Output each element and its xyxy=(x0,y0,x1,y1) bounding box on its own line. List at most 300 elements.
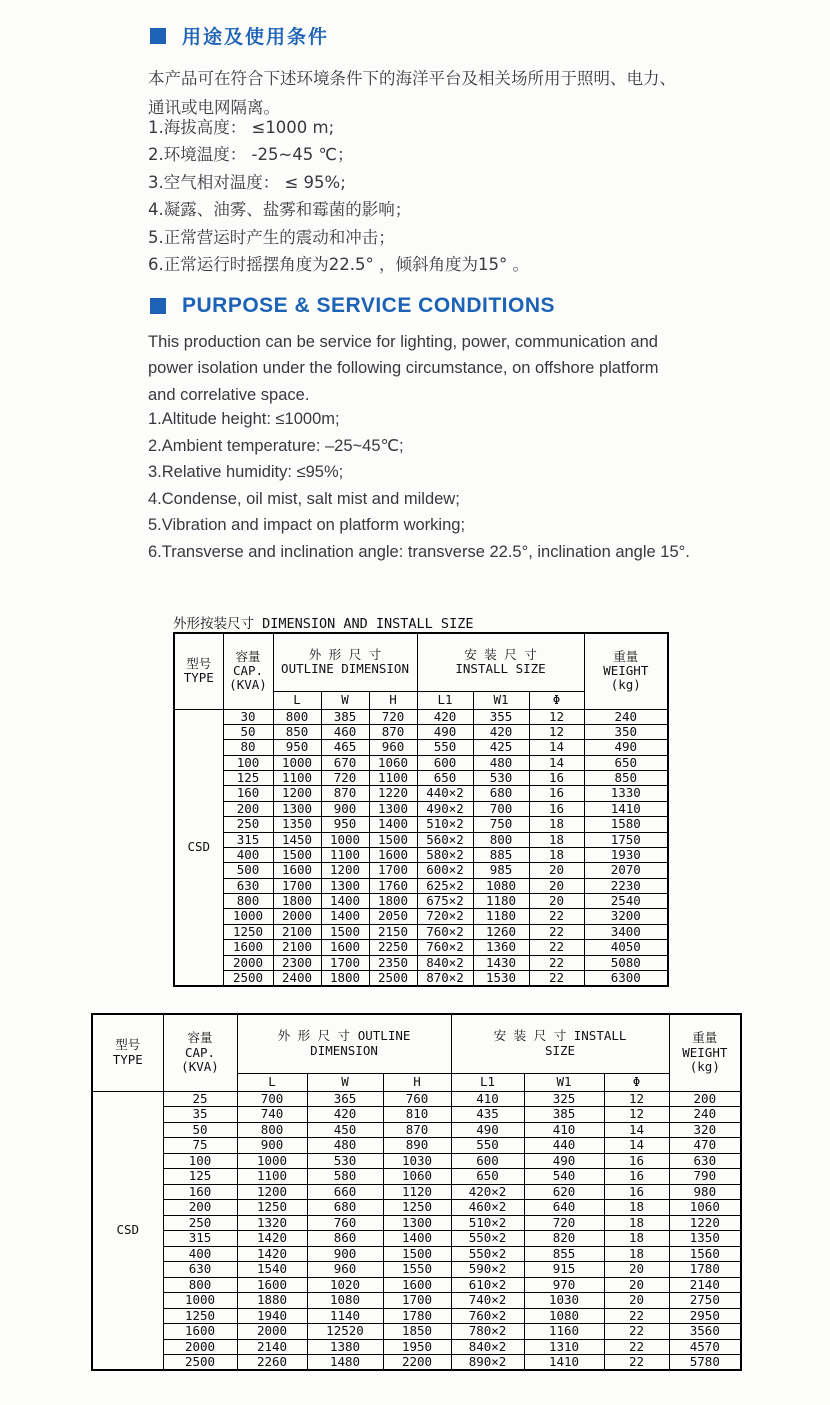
col-header-type xyxy=(174,633,223,709)
header-line: 容量 xyxy=(187,1030,213,1046)
cell: 2140 xyxy=(669,1277,741,1293)
table-row xyxy=(92,1293,741,1309)
table-row xyxy=(174,909,668,924)
cell: 315 xyxy=(223,832,273,847)
header-cn: 外 形 尺 寸 xyxy=(277,1028,351,1044)
cell: 1080 xyxy=(524,1308,604,1324)
cell: 25 xyxy=(163,1091,237,1107)
table-row xyxy=(174,709,668,724)
cell: 625×2 xyxy=(417,878,473,893)
cell: 320 xyxy=(669,1122,741,1138)
cell: 1330 xyxy=(584,786,668,801)
cell: 760 xyxy=(307,1215,383,1231)
cell: 125 xyxy=(163,1169,237,1185)
sub-header-L1: L1 xyxy=(451,1073,524,1091)
cell: 650 xyxy=(451,1169,524,1185)
cell: 2100 xyxy=(273,940,321,955)
cell: 22 xyxy=(604,1339,669,1355)
cell: 1000 xyxy=(223,909,273,924)
cell: 660 xyxy=(307,1184,383,1200)
header-line: INSTALL SIZE xyxy=(455,661,546,677)
cell: 12 xyxy=(604,1091,669,1107)
cell: 2350 xyxy=(369,955,417,970)
cell: 1000 xyxy=(163,1293,237,1309)
cell: 400 xyxy=(163,1246,237,1262)
cell: 1100 xyxy=(369,771,417,786)
col-header-weight xyxy=(584,633,668,709)
cell: 760×2 xyxy=(417,924,473,939)
cell: 720 xyxy=(321,771,369,786)
cell: 1250 xyxy=(223,924,273,939)
header-line: DIMENSION xyxy=(310,1042,378,1058)
cell: 2150 xyxy=(369,924,417,939)
sub-header-L: L xyxy=(237,1073,307,1091)
cell: 1220 xyxy=(369,786,417,801)
table-row xyxy=(92,1122,741,1138)
cell: 1530 xyxy=(473,970,529,986)
dimension-table-1 xyxy=(173,632,669,987)
table-row xyxy=(92,1091,741,1107)
cell: 1080 xyxy=(307,1293,383,1309)
cell: 1300 xyxy=(321,878,369,893)
table-row xyxy=(174,970,668,986)
header-line: WEIGHT xyxy=(682,1044,728,1060)
col-header-install xyxy=(417,633,584,691)
cell: 870 xyxy=(369,724,417,739)
cell: 2050 xyxy=(369,909,417,924)
cell: 75 xyxy=(163,1138,237,1154)
cell: 740×2 xyxy=(451,1293,524,1309)
cell: 1800 xyxy=(369,894,417,909)
cell: 800 xyxy=(163,1277,237,1293)
cell: 980 xyxy=(669,1184,741,1200)
cn-section-title: 用途及使用条件 xyxy=(182,26,330,48)
cell: 16 xyxy=(529,771,584,786)
cell: 1420 xyxy=(237,1231,307,1247)
cell: 1600 xyxy=(383,1277,451,1293)
table-row xyxy=(92,1277,741,1293)
cell: 1180 xyxy=(473,909,529,924)
cell: 530 xyxy=(473,771,529,786)
cell: 1560 xyxy=(669,1246,741,1262)
table-row xyxy=(174,894,668,909)
cell: 1400 xyxy=(321,894,369,909)
table-row xyxy=(174,924,668,939)
cell: 1260 xyxy=(473,924,529,939)
cell: 2750 xyxy=(669,1293,741,1309)
cell: 1600 xyxy=(223,940,273,955)
cell: 1310 xyxy=(524,1339,604,1355)
cell: 410 xyxy=(524,1122,604,1138)
header-line: 安 装 尺 寸 xyxy=(464,646,537,662)
cell: 1940 xyxy=(237,1308,307,1324)
cell: 1350 xyxy=(273,817,321,832)
cell: 530 xyxy=(307,1153,383,1169)
cell: 1000 xyxy=(273,755,321,770)
col-header-install xyxy=(451,1014,669,1073)
cell: 760×2 xyxy=(451,1308,524,1324)
cell: 1000 xyxy=(237,1153,307,1169)
cell: 325 xyxy=(524,1091,604,1107)
cell: 410 xyxy=(451,1091,524,1107)
cell: 350 xyxy=(584,724,668,739)
cell: 1410 xyxy=(584,801,668,816)
cell: 760 xyxy=(383,1091,451,1107)
cell: 420 xyxy=(307,1107,383,1123)
cell: 2000 xyxy=(163,1339,237,1355)
cell: 1750 xyxy=(584,832,668,847)
list-item: 6.Transverse and inclination angle: transverse 22.5°, inclination angle 15°. xyxy=(148,542,690,561)
type-value-cell: CSD xyxy=(174,709,223,986)
header-line: 型号 xyxy=(186,655,212,671)
cell: 18 xyxy=(604,1231,669,1247)
list-item: 2.环境温度： -25~45 ℃； xyxy=(148,145,354,165)
cell: 1600 xyxy=(273,863,321,878)
cell: 1700 xyxy=(383,1293,451,1309)
table-row xyxy=(92,1355,741,1371)
sub-header-W1: W1 xyxy=(524,1073,604,1091)
header-en: OUTLINE xyxy=(357,1028,411,1044)
cell: 160 xyxy=(223,786,273,801)
cell: 250 xyxy=(163,1215,237,1231)
cell: 460×2 xyxy=(451,1200,524,1216)
cell: 14 xyxy=(529,740,584,755)
cell: 50 xyxy=(163,1122,237,1138)
cell: 915 xyxy=(524,1262,604,1278)
cell: 1700 xyxy=(369,863,417,878)
cell: 3400 xyxy=(584,924,668,939)
cell: 125 xyxy=(223,771,273,786)
cell: 780×2 xyxy=(451,1324,524,1340)
cell: 200 xyxy=(669,1091,741,1107)
table-row xyxy=(92,1184,741,1200)
table-row xyxy=(92,1200,741,1216)
sub-header-phi: Φ xyxy=(604,1073,669,1091)
cell: 1600 xyxy=(163,1324,237,1340)
cell: 2230 xyxy=(584,878,668,893)
sub-header-phi: Φ xyxy=(529,691,584,709)
cell: 465 xyxy=(321,740,369,755)
cell: 480 xyxy=(307,1138,383,1154)
cell: 2070 xyxy=(584,863,668,878)
cell: 985 xyxy=(473,863,529,878)
cell: 22 xyxy=(604,1308,669,1324)
cell: 1600 xyxy=(321,940,369,955)
cell: 240 xyxy=(584,709,668,724)
header-line: 外 形 尺 寸 xyxy=(308,646,382,662)
cell: 1000 xyxy=(321,832,369,847)
table-row xyxy=(92,1246,741,1262)
cell: 18 xyxy=(604,1215,669,1231)
table-row xyxy=(92,1138,741,1154)
sub-header-W1: W1 xyxy=(473,691,529,709)
blue-square-icon xyxy=(150,298,166,314)
cell: 960 xyxy=(307,1262,383,1278)
cell: 490 xyxy=(584,740,668,755)
cell: 315 xyxy=(163,1231,237,1247)
cell: 385 xyxy=(321,709,369,724)
cell: 2500 xyxy=(223,970,273,986)
cell: 900 xyxy=(237,1138,307,1154)
cell: 800 xyxy=(473,832,529,847)
list-item: 1.Altitude height: ≤1000m; xyxy=(148,410,340,428)
cell: 5780 xyxy=(669,1355,741,1371)
cell: 610×2 xyxy=(451,1277,524,1293)
sub-header-L: L xyxy=(273,691,321,709)
cell: 16 xyxy=(604,1169,669,1185)
cell: 16 xyxy=(529,786,584,801)
cell: 560×2 xyxy=(417,832,473,847)
cell: 1400 xyxy=(369,817,417,832)
cell: 2140 xyxy=(237,1339,307,1355)
cell: 1480 xyxy=(307,1355,383,1371)
cell: 2000 xyxy=(237,1324,307,1340)
cell: 1760 xyxy=(369,878,417,893)
cell: 810 xyxy=(383,1107,451,1123)
header-line: (KVA) xyxy=(181,1058,219,1074)
cell: 1320 xyxy=(237,1215,307,1231)
cell: 1180 xyxy=(473,894,529,909)
cell: 580×2 xyxy=(417,847,473,862)
table-row xyxy=(174,771,668,786)
table-row xyxy=(92,1169,741,1185)
table-row xyxy=(92,1324,741,1340)
cell: 1100 xyxy=(237,1169,307,1185)
cell: 790 xyxy=(669,1169,741,1185)
cell: 420 xyxy=(417,709,473,724)
cell: 240 xyxy=(669,1107,741,1123)
cell: 1030 xyxy=(383,1153,451,1169)
cell: 22 xyxy=(529,909,584,924)
cell: 1080 xyxy=(473,878,529,893)
cell: 620 xyxy=(524,1184,604,1200)
cell: 2200 xyxy=(383,1355,451,1371)
table-row xyxy=(92,1153,741,1169)
cell: 14 xyxy=(604,1138,669,1154)
list-item: 5.Vibration and impact on platform working; xyxy=(148,516,466,535)
cell: 550 xyxy=(417,740,473,755)
cell: 1580 xyxy=(584,817,668,832)
cell: 1410 xyxy=(524,1355,604,1371)
table-row xyxy=(174,755,668,770)
list-item: 5.正常营运时产生的震动和冲击； xyxy=(148,227,395,247)
header-line: CAP. xyxy=(184,1044,216,1060)
cell: 1200 xyxy=(321,863,369,878)
cell: 480 xyxy=(473,755,529,770)
cell: 855 xyxy=(524,1246,604,1262)
cell: 2950 xyxy=(669,1308,741,1324)
cell: 4050 xyxy=(584,940,668,955)
table-row xyxy=(174,847,668,862)
cell: 1100 xyxy=(321,847,369,862)
cell: 2000 xyxy=(273,909,321,924)
cell: 650 xyxy=(417,771,473,786)
cell: 1600 xyxy=(237,1277,307,1293)
cell: 420 xyxy=(473,724,529,739)
cell: 640 xyxy=(524,1200,604,1216)
cell: 1500 xyxy=(273,847,321,862)
cell: 50 xyxy=(223,724,273,739)
cell: 1380 xyxy=(307,1339,383,1355)
header-en: INSTALL xyxy=(573,1028,627,1044)
header-line: 容量 xyxy=(235,648,261,664)
header-line: (KVA) xyxy=(229,677,267,693)
cell: 12 xyxy=(529,724,584,739)
cell: 12520 xyxy=(307,1324,383,1340)
cell: 1300 xyxy=(369,801,417,816)
cell: 630 xyxy=(223,878,273,893)
cell: 2500 xyxy=(369,970,417,986)
cell: 1880 xyxy=(237,1293,307,1309)
cell: 365 xyxy=(307,1091,383,1107)
cell: 2300 xyxy=(273,955,321,970)
cell: 2500 xyxy=(163,1355,237,1371)
cell: 1780 xyxy=(669,1262,741,1278)
cell: 2000 xyxy=(223,955,273,970)
cell: 1350 xyxy=(669,1231,741,1247)
cell: 900 xyxy=(307,1246,383,1262)
cell: 950 xyxy=(321,817,369,832)
cell: 600 xyxy=(417,755,473,770)
cell: 750 xyxy=(473,817,529,832)
cell: 20 xyxy=(604,1293,669,1309)
cell: 6300 xyxy=(584,970,668,986)
cell: 1800 xyxy=(273,894,321,909)
cell: 18 xyxy=(529,817,584,832)
col-header-capacity xyxy=(223,633,273,709)
cell: 420×2 xyxy=(451,1184,524,1200)
cell: 400 xyxy=(223,847,273,862)
cell: 12 xyxy=(604,1107,669,1123)
cell: 1780 xyxy=(383,1308,451,1324)
cell: 435 xyxy=(451,1107,524,1123)
header-line: TYPE xyxy=(183,670,214,686)
en-condition-list xyxy=(148,406,690,566)
cell: 2260 xyxy=(237,1355,307,1371)
cell: 160 xyxy=(163,1184,237,1200)
cell: 1300 xyxy=(383,1215,451,1231)
cell: 18 xyxy=(529,832,584,847)
table-row xyxy=(174,724,668,739)
cell: 2100 xyxy=(273,924,321,939)
sub-header-H: H xyxy=(383,1073,451,1091)
cell: 540 xyxy=(524,1169,604,1185)
cell: 1500 xyxy=(321,924,369,939)
cell: 20 xyxy=(529,863,584,878)
cell: 680 xyxy=(473,786,529,801)
cell: 1700 xyxy=(273,878,321,893)
cell: 1600 xyxy=(369,847,417,862)
cell: 1430 xyxy=(473,955,529,970)
cell: 22 xyxy=(604,1324,669,1340)
cell: 355 xyxy=(473,709,529,724)
cell: 670 xyxy=(321,755,369,770)
table-row xyxy=(92,1308,741,1324)
sub-header-W: W xyxy=(321,691,369,709)
col-header-weight xyxy=(669,1014,741,1091)
header-line: WEIGHT xyxy=(603,663,649,679)
en-section-header xyxy=(150,294,555,318)
header-line: 型号 xyxy=(115,1037,141,1053)
cell: 16 xyxy=(604,1184,669,1200)
cell: 700 xyxy=(473,801,529,816)
table-row xyxy=(92,1231,741,1247)
list-item: 6.正常运行时摇摆角度为22.5° ，倾斜角度为15° 。 xyxy=(148,255,529,275)
table-row xyxy=(92,1107,741,1123)
col-header-capacity xyxy=(163,1014,237,1091)
cell: 700 xyxy=(237,1091,307,1107)
table-row xyxy=(174,863,668,878)
cell: 1540 xyxy=(237,1262,307,1278)
list-item: 1.海拔高度： ≤1000 m; xyxy=(148,118,335,137)
cell: 1060 xyxy=(369,755,417,770)
cell: 1500 xyxy=(383,1246,451,1262)
cell: 3560 xyxy=(669,1324,741,1340)
cn-intro-line-2: 通讯或电网隔离。 xyxy=(148,98,280,117)
cell: 890 xyxy=(383,1138,451,1154)
cell: 22 xyxy=(529,940,584,955)
sub-header-H: H xyxy=(369,691,417,709)
cell: 22 xyxy=(529,970,584,986)
cell: 20 xyxy=(529,878,584,893)
cell: 680 xyxy=(307,1200,383,1216)
cell: 3200 xyxy=(584,909,668,924)
cell: 470 xyxy=(669,1138,741,1154)
sub-header-W: W xyxy=(307,1073,383,1091)
cell: 840×2 xyxy=(451,1339,524,1355)
cell: 100 xyxy=(223,755,273,770)
cell: 870×2 xyxy=(417,970,473,986)
header-line: CAP. xyxy=(232,663,264,679)
cell: 1420 xyxy=(237,1246,307,1262)
cell: 16 xyxy=(529,801,584,816)
cell: 440 xyxy=(524,1138,604,1154)
cell: 425 xyxy=(473,740,529,755)
cell: 1360 xyxy=(473,940,529,955)
cell: 18 xyxy=(604,1246,669,1262)
cell: 630 xyxy=(163,1262,237,1278)
cell: 1400 xyxy=(321,909,369,924)
table-row xyxy=(174,878,668,893)
cell: 1160 xyxy=(524,1324,604,1340)
header-cn: 安 装 尺 寸 xyxy=(493,1028,567,1044)
cell: 200 xyxy=(223,801,273,816)
cell: 20 xyxy=(604,1262,669,1278)
cell: 800 xyxy=(223,894,273,909)
header-line: (kg) xyxy=(689,1058,720,1074)
header-line: TYPE xyxy=(112,1051,143,1067)
cell: 450 xyxy=(307,1122,383,1138)
cell: 850 xyxy=(273,724,321,739)
cell: 510×2 xyxy=(417,817,473,832)
cell: 1950 xyxy=(383,1339,451,1355)
header-line: SIZE xyxy=(544,1042,576,1058)
table-row xyxy=(174,801,668,816)
cell: 490 xyxy=(451,1122,524,1138)
table-row xyxy=(174,832,668,847)
table-row xyxy=(174,955,668,970)
cell: 720×2 xyxy=(417,909,473,924)
cell: 1250 xyxy=(383,1200,451,1216)
cell: 840×2 xyxy=(417,955,473,970)
en-intro-paragraph: This production can be service for lighting, power, communication and power isolation under the following circumstance, on offshore platform and correlative space. xyxy=(148,333,659,404)
cell: 850 xyxy=(584,771,668,786)
cell: 820 xyxy=(524,1231,604,1247)
cell: 22 xyxy=(604,1355,669,1371)
cell: 1850 xyxy=(383,1324,451,1340)
cell: 490 xyxy=(417,724,473,739)
cell: 1800 xyxy=(321,970,369,986)
